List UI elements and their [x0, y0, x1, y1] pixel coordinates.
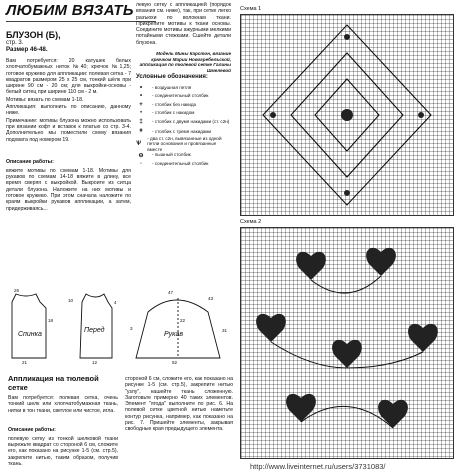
- joining-stitch-symbol-icon: ◦: [139, 160, 143, 167]
- article-page-ref: стр. 3.: [6, 40, 24, 46]
- header-rule: [6, 21, 156, 22]
- pattern-dim: 4: [114, 300, 117, 305]
- legend-item: • - соединительный столбик: [136, 92, 231, 101]
- pattern-dim: 47: [168, 290, 174, 295]
- pattern-label-back: Спинка: [18, 331, 42, 338]
- cluster-symbol-icon: Ѱ: [136, 140, 142, 147]
- legend-item: ᐩ - столбик с накидом: [136, 109, 231, 118]
- applique-text: Аппликация: выполнить по описанию, данному ниже.: [6, 104, 131, 117]
- applique-work-text: полевую сетку из тонкой шелковой ткани вырежьте квадрат со стороной 6 см, сложите его, как показано на рисунке 1-5 (см. стр.5), закрепите нитью, таким образом, получив ткань.: [8, 435, 118, 468]
- single-crochet-symbol-icon: +: [139, 101, 143, 108]
- legend-item: ⧧ - столбик с тремя накидами: [136, 126, 231, 137]
- legend-item: + - столбик без накида: [136, 100, 231, 109]
- legend-heading: Условные обозначения:: [136, 74, 208, 81]
- pattern-dim: 12: [92, 360, 98, 365]
- materials-text: Вам потребуется: 20 катушек белых хлопчатобумажных ниток №40; крючок №1,25; готовое кружево для аппликации: полевая сетка - 7 квадратов размером 25 х 25 см, тонкий шёлк при ширине 90 см - 20 см; для выкройки-основы - белый ситец при ширине 110 см - 2 м.: [6, 58, 131, 96]
- legend-item: ◦ - соединительный столбик: [136, 159, 231, 168]
- article-title: БЛУЗОН (Б),: [6, 30, 61, 40]
- applique-title: Аппликация на тюлевой сетке: [8, 374, 99, 392]
- applique-column-2: [125, 376, 233, 434]
- middle-column: [136, 2, 231, 168]
- work-text: вяжите мотивы по схемам 1-18. Мотивы для рукавов по схемам 14-18 вяжите в длину, все время сверяя с выкройкой. Выкроите из ситца детали блузона. Наложите на них мотивы и готовое кружево. При этом сначала наложите по краям выкройки рукавов аппликации, а затем, придерживаясь...: [6, 167, 131, 212]
- chart-1-motif: [241, 15, 453, 215]
- legend-item: ‡ - столбик с двумя накидами (ст. с2н): [136, 117, 231, 126]
- pattern-dim: 18: [48, 318, 54, 323]
- pattern-pieces-drawing: [8, 288, 233, 370]
- applique-work-heading: Описание работы:: [8, 426, 56, 433]
- puff-stitch-symbol-icon: ⊖: [138, 152, 144, 159]
- crochet-chart-1: [240, 14, 454, 216]
- crochet-chart-2: [240, 227, 454, 459]
- pattern-dim: 43: [208, 296, 214, 301]
- pattern-dim: 22: [180, 318, 186, 323]
- pattern-dim: 52: [172, 360, 178, 365]
- chart-2-motif: [241, 228, 453, 458]
- continuation-text: левую сетку с аппликацией (порядок вязания см. ниже), так, при сетке легко разъюхи по волокнам ткани. Прикрепите мотивы к ткани основы. Соедините мотивы ажурными мелкими потайными стежками. Сшейте детали блузона.: [136, 2, 231, 46]
- article-column: [6, 30, 131, 213]
- treble-crochet-symbol-icon: ‡: [139, 118, 143, 125]
- credits-text: Модель Мины Карстон, вязание крючком Марии Новогребельской, аппликация по тюлевой сетке Галины Шмелевой: [139, 51, 231, 73]
- work-heading: Описание работы:: [6, 158, 54, 165]
- chain-symbol-icon: ∘: [139, 85, 143, 92]
- chart-1-label: Схема 1: [240, 6, 262, 12]
- garment-pattern: [8, 288, 233, 370]
- motifs-text: Мотивы: вязать по схемам 1-18.: [6, 96, 84, 103]
- legend-item: ⊖ - пышный столбик: [136, 151, 231, 160]
- pattern-dim: 26: [14, 288, 20, 293]
- pattern-dim: 3: [130, 326, 133, 331]
- pattern-label-sleeve: Рукав: [164, 331, 184, 338]
- pattern-dim: 31: [222, 328, 228, 333]
- applique-column-1: [8, 375, 118, 468]
- chart-2-label: Схема 2: [240, 219, 262, 225]
- article-size: Размер 46-48.: [6, 46, 48, 53]
- source-url: http://www.liveinternet.ru/users/3731083/: [250, 462, 386, 471]
- magazine-title: ЛЮБИМ ВЯЗАТЬ: [6, 2, 134, 19]
- pattern-label-front: Перед: [84, 327, 105, 334]
- legend-item: ∘ - воздушная петля: [136, 83, 231, 92]
- applique-materials: Вам потребуется: полевая сетка, очень тонкий шелк или хлопчатобумажная ткань, нитки в тон ткани, светлое или чистое, игла.: [8, 395, 118, 414]
- slip-stitch-symbol-icon: •: [139, 93, 143, 100]
- triple-treble-symbol-icon: ⧧: [139, 127, 143, 134]
- pattern-dim: 10: [68, 298, 74, 303]
- legend-item: Ѱ - два ст. с2н, вывязанные из одной петли основания и провязанные вместе: [136, 135, 222, 152]
- applique-continuation: стороной 6 см, сложите его, как показано на рисунке 1-5 (см. стр.5), закрепите нитью "узлу", нашейте ткань сложенную. Заготовьте примерно 40 таких элементов. Элемент "ягода" выполните по рис. 6. На полевой сетке цветной нитью наметьте контур рисунка, например, как показано на рис. 7. Пришейте элементы, закрывая свободные края предыдущего элемента.: [125, 376, 233, 433]
- pattern-dim: 21: [22, 360, 28, 365]
- note-text: Примечание: мотивы блузона можно использовать при вязании кофт и вставок к платью со стр. 3-4. Дополнительно мы поместили схему вязания подхвата под номером 19.: [6, 117, 131, 143]
- double-crochet-symbol-icon: ᐩ: [139, 110, 143, 117]
